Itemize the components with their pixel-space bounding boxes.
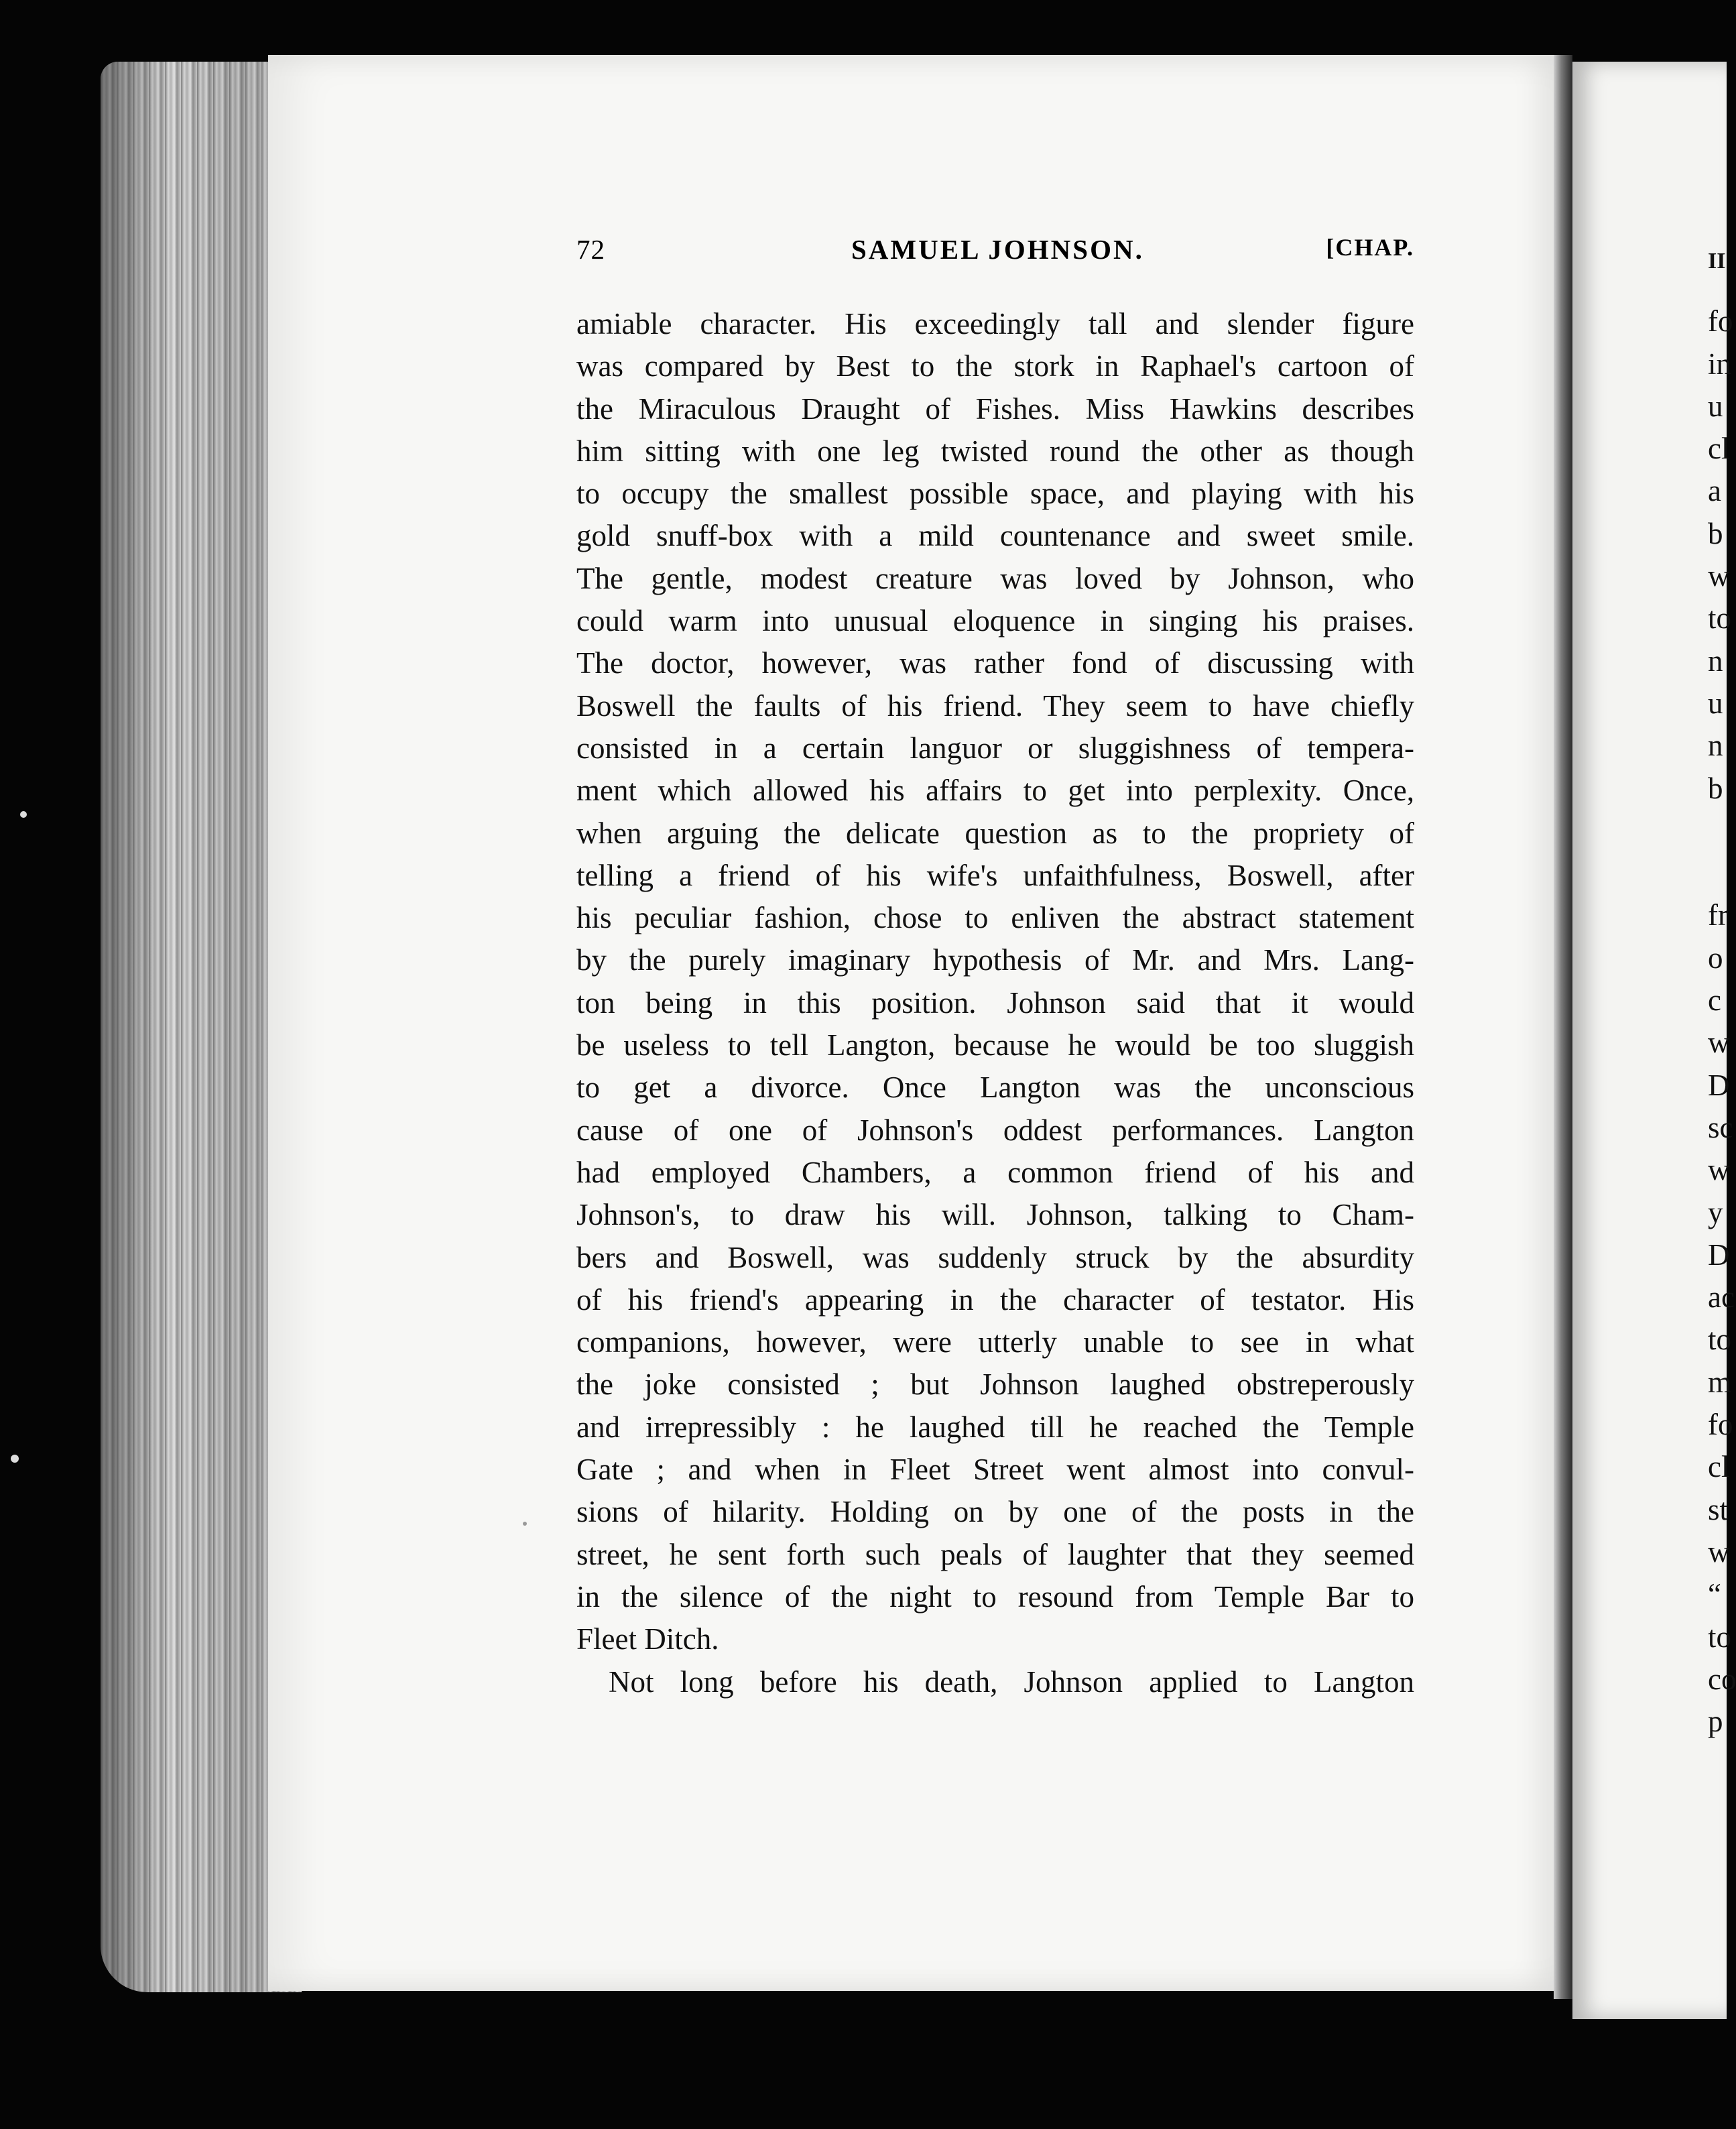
text-line: street, he sent forth such peals of laughter that they seemed: [576, 1537, 1414, 1571]
text-line: Not long before his death, Johnson applied to Langton: [609, 1664, 1414, 1699]
text-line: companions, however, were utterly unable to see in what: [576, 1325, 1414, 1359]
fragment-line: m: [1708, 1365, 1732, 1399]
fragment-line: ac: [1708, 1280, 1735, 1315]
page-number: 72: [576, 234, 605, 265]
fragment-line: to: [1708, 1620, 1732, 1654]
fragment-line: n: [1708, 644, 1723, 678]
text-line: The gentle, modest creature was loved by Johnson, who: [576, 561, 1414, 595]
fragment-line: n: [1708, 729, 1723, 763]
fragment-line: fr: [1708, 898, 1728, 932]
text-line: was compared by Best to the stork in Raphael's cartoon of: [576, 349, 1414, 383]
text-line: cause of one of Johnson's oddest performances. Langton: [576, 1113, 1414, 1147]
scan-speck: [11, 1455, 19, 1463]
text-line: the joke consisted ; but Johnson laughed obstreperously: [576, 1367, 1414, 1402]
fragment-line: u: [1708, 389, 1723, 423]
text-line: sions of hilarity. Holding on by one of the posts in the: [576, 1495, 1414, 1529]
fragment-line: cl: [1708, 1450, 1730, 1484]
fragment-line: o: [1708, 940, 1723, 975]
text-line: be useless to tell Langton, because he would be too sluggish: [576, 1028, 1414, 1062]
fragment-line: in: [1708, 347, 1732, 381]
scan-speck: [20, 811, 27, 818]
fragment-line: w: [1708, 559, 1730, 593]
fragment-line: fo: [1708, 1408, 1733, 1442]
text-line: ton being in this position. Johnson said that it would: [576, 985, 1414, 1020]
text-line: of his friend's appearing in the character of testator. His: [576, 1282, 1414, 1317]
text-line: to occupy the smallest possible space, and playing with his: [576, 477, 1414, 511]
text-line: had employed Chambers, a common friend of his and: [576, 1155, 1414, 1189]
fragment-line: co: [1708, 1662, 1736, 1696]
text-line: Boswell the faults of his friend. They seem to have chiefly: [576, 688, 1414, 723]
text-line: by the purely imaginary hypothesis of Mr. and Mrs. Lang-: [576, 943, 1414, 977]
fragment-line: “: [1708, 1577, 1721, 1611]
fragment-line: b: [1708, 771, 1723, 805]
text-line: the Miraculous Draught of Fishes. Miss Hawkins describes: [576, 391, 1414, 426]
fragment-line: y: [1708, 1195, 1723, 1229]
fragment-line: D: [1708, 1237, 1730, 1272]
text-line: consisted in a certain languor or sluggishness of tempera-: [576, 731, 1414, 765]
text-line: Fleet Ditch.: [576, 1622, 719, 1656]
fragment-line: w: [1708, 1534, 1730, 1569]
fragment-line: D: [1708, 1068, 1730, 1102]
text-line: his peculiar fashion, chose to enliven the abstract statement: [576, 901, 1414, 935]
text-line: in the silence of the night to resound from Temple Bar to: [576, 1579, 1414, 1614]
right-page-text-fragments: [1708, 249, 1736, 1743]
page-body-text: [576, 303, 1414, 1703]
fragment-line: w: [1708, 1026, 1730, 1060]
text-line: Gate ; and when in Fleet Street went almost into convul-: [576, 1453, 1414, 1487]
text-line: to get a divorce. Once Langton was the unconscious: [576, 1071, 1414, 1105]
text-line: The doctor, however, was rather fond of discussing with: [576, 646, 1414, 680]
text-line: could warm into unusual eloquence in singing his praises.: [576, 604, 1414, 638]
text-line: him sitting with one leg twisted round the other as though: [576, 434, 1414, 468]
fragment-line: u: [1708, 686, 1723, 720]
fragment-line: sc: [1708, 1110, 1733, 1144]
text-line: and irrepressibly : he laughed till he reached the Temple: [576, 1410, 1414, 1444]
text-line: telling a friend of his wife's unfaithfulness, Boswell, after: [576, 858, 1414, 892]
fragment-line: w: [1708, 1153, 1730, 1187]
fragment-line: to: [1708, 601, 1732, 635]
fragment-header: II: [1708, 249, 1726, 273]
text-line: gold snuff-box with a mild countenance and sweet smile.: [576, 519, 1414, 553]
fragment-line: st: [1708, 1492, 1729, 1526]
chapter-marker: [CHAP.: [1326, 234, 1414, 261]
running-title: SAMUEL JOHNSON.: [851, 234, 1144, 265]
right-page: [1572, 62, 1736, 2019]
fragment-line: cl: [1708, 432, 1730, 466]
fragment-line: a: [1708, 474, 1721, 508]
fragment-line: b: [1708, 516, 1723, 550]
text-line: when arguing the delicate question as to the propriety of: [576, 816, 1414, 850]
text-line: Johnson's, to draw his will. Johnson, talking to Cham-: [576, 1198, 1414, 1232]
fragment-line: p: [1708, 1705, 1723, 1739]
fragment-line: to: [1708, 1323, 1732, 1357]
fragment-line: c: [1708, 983, 1721, 1018]
scan-speck: [523, 1522, 527, 1526]
fragment-line: fo: [1708, 304, 1733, 339]
text-line: ment which allowed his affairs to get into perplexity. Once,: [576, 774, 1414, 808]
book-gutter: [1554, 55, 1572, 1999]
paragraph-gap: [1708, 810, 1728, 895]
running-header: [576, 233, 1414, 273]
text-line: amiable character. His exceedingly tall and slender figure: [576, 307, 1414, 341]
text-line: bers and Boswell, was suddenly struck by the absurdity: [576, 1240, 1414, 1274]
